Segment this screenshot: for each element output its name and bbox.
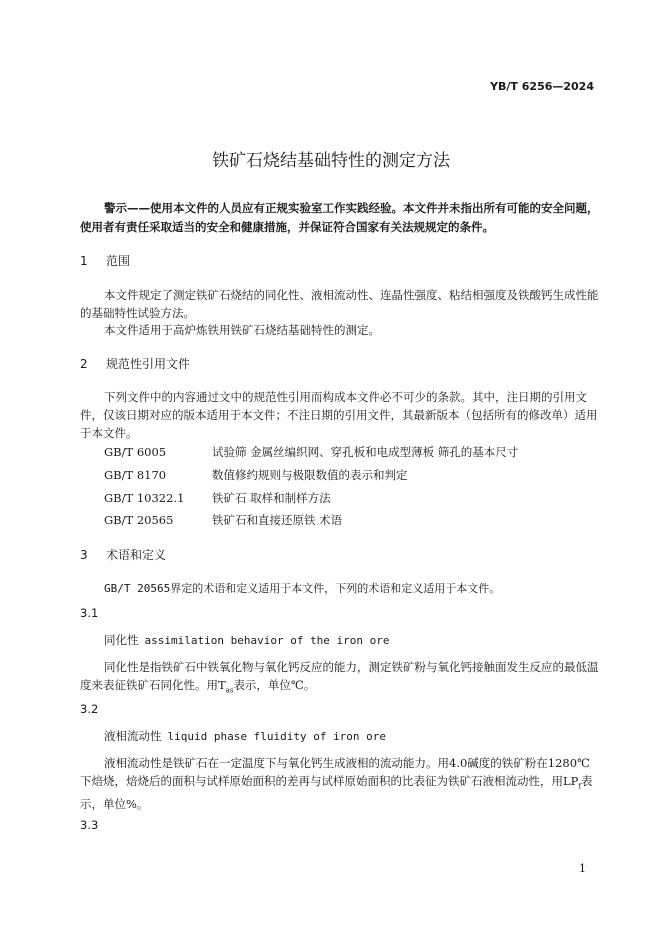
reference-item [104,490,604,508]
page-number: 1 [579,862,586,875]
definition-paragraph [80,658,600,699]
section-title: 范围 [106,254,131,268]
definition-text: 液相流动性是铁矿石在一定温度下与氧化钙生成液相的流动能力。用4.0碱度的铁矿粉在1280℃下焙烧，焙烧后的面积与试样原始面积的差再与试样原始面积的比表征为铁矿石液相流动性，用LP [80,756,590,788]
reference-item [104,467,604,485]
subsection-3-2-number: 3.2 [80,702,99,716]
term-english: assimilation behavior of the iron ore [144,634,390,647]
warning-paragraph: 警示——使用本文件的人员应有正规实验室工作实践经验。本文件并未指出所有可能的安全问题，使用者有责任采取适当的安全和健康措施，并保证符合国家有关法规规定的条件。 [80,201,599,234]
reference-title: 铁矿石和直接还原铁 术语 [212,513,343,527]
reference-title: 数值修约规则与极限数值的表示和判定 [212,468,408,482]
symbol-subscript: f [578,782,581,791]
section-1-heading [80,252,130,269]
paragraph: 本文件适用于高炉炼铁用铁矿石烧结基础特性的测定。 [104,323,380,337]
paragraph: 下列文件中的内容通过文中的规范性引用而构成本文件必不可少的条款。其中，注日期的引用文件，仅该日期对应的版本适用于本文件；不注日期的引用文件，其最新版本（包括所有的修改单）适用于本文件。 [80,390,598,440]
term-english: liquid phase fluidity of iron ore [167,730,387,743]
document-title: 铁矿石烧结基础特性的测定方法 [212,151,450,171]
section-2-heading [80,355,190,372]
standard-number: YB/T 6256—2024 [490,80,594,93]
reference-title: 铁矿石 取样和制样方法 [212,491,331,505]
section-title: 规范性引用文件 [106,357,191,371]
subsection-3-3-number: 3.3 [80,818,99,832]
reference-item [104,444,604,462]
reference-code: GB/T 10322.1 [104,491,185,505]
paragraph: GB/T 20565界定的术语和定义适用于本文件，下列的术语和定义适用于本文件。 [104,582,501,595]
section-3-heading [80,546,166,563]
symbol-subscript: as [225,686,234,695]
term-3-1 [104,632,390,648]
reference-code: GB/T 8170 [104,468,167,482]
definition-paragraph [80,754,600,813]
paragraph: 本文件规定了测定铁矿石烧结的同化性、液相流动性、连晶性强度、粘结相强度及铁酸钙生成性能的基础特性试验方法。 [80,288,599,320]
section-number: 2 [80,357,88,371]
definition-text-end: 表示，单位%。 [80,774,593,812]
reference-code: GB/T 6005 [104,445,167,459]
term-3-2 [104,728,386,744]
reference-title: 试验筛 金属丝编织网、穿孔板和电成型薄板 筛孔的基本尺寸 [212,445,519,459]
reference-item [104,512,604,530]
section-number: 1 [80,254,88,268]
definition-text: 同化性是指铁矿石中铁氧化物与氧化钙反应的能力，测定铁矿粉与氧化钙接触面发生反应的最低温度来表征铁矿石同化性。用T [80,660,599,692]
reference-code: GB/T 20565 [104,513,174,527]
term-chinese: 液相流动性 [104,729,162,743]
section-number: 3 [80,548,88,562]
definition-text-end: 表示，单位℃。 [233,678,316,692]
section-title: 术语和定义 [106,548,167,562]
subsection-3-1-number: 3.1 [80,606,99,620]
term-chinese: 同化性 [104,633,139,647]
